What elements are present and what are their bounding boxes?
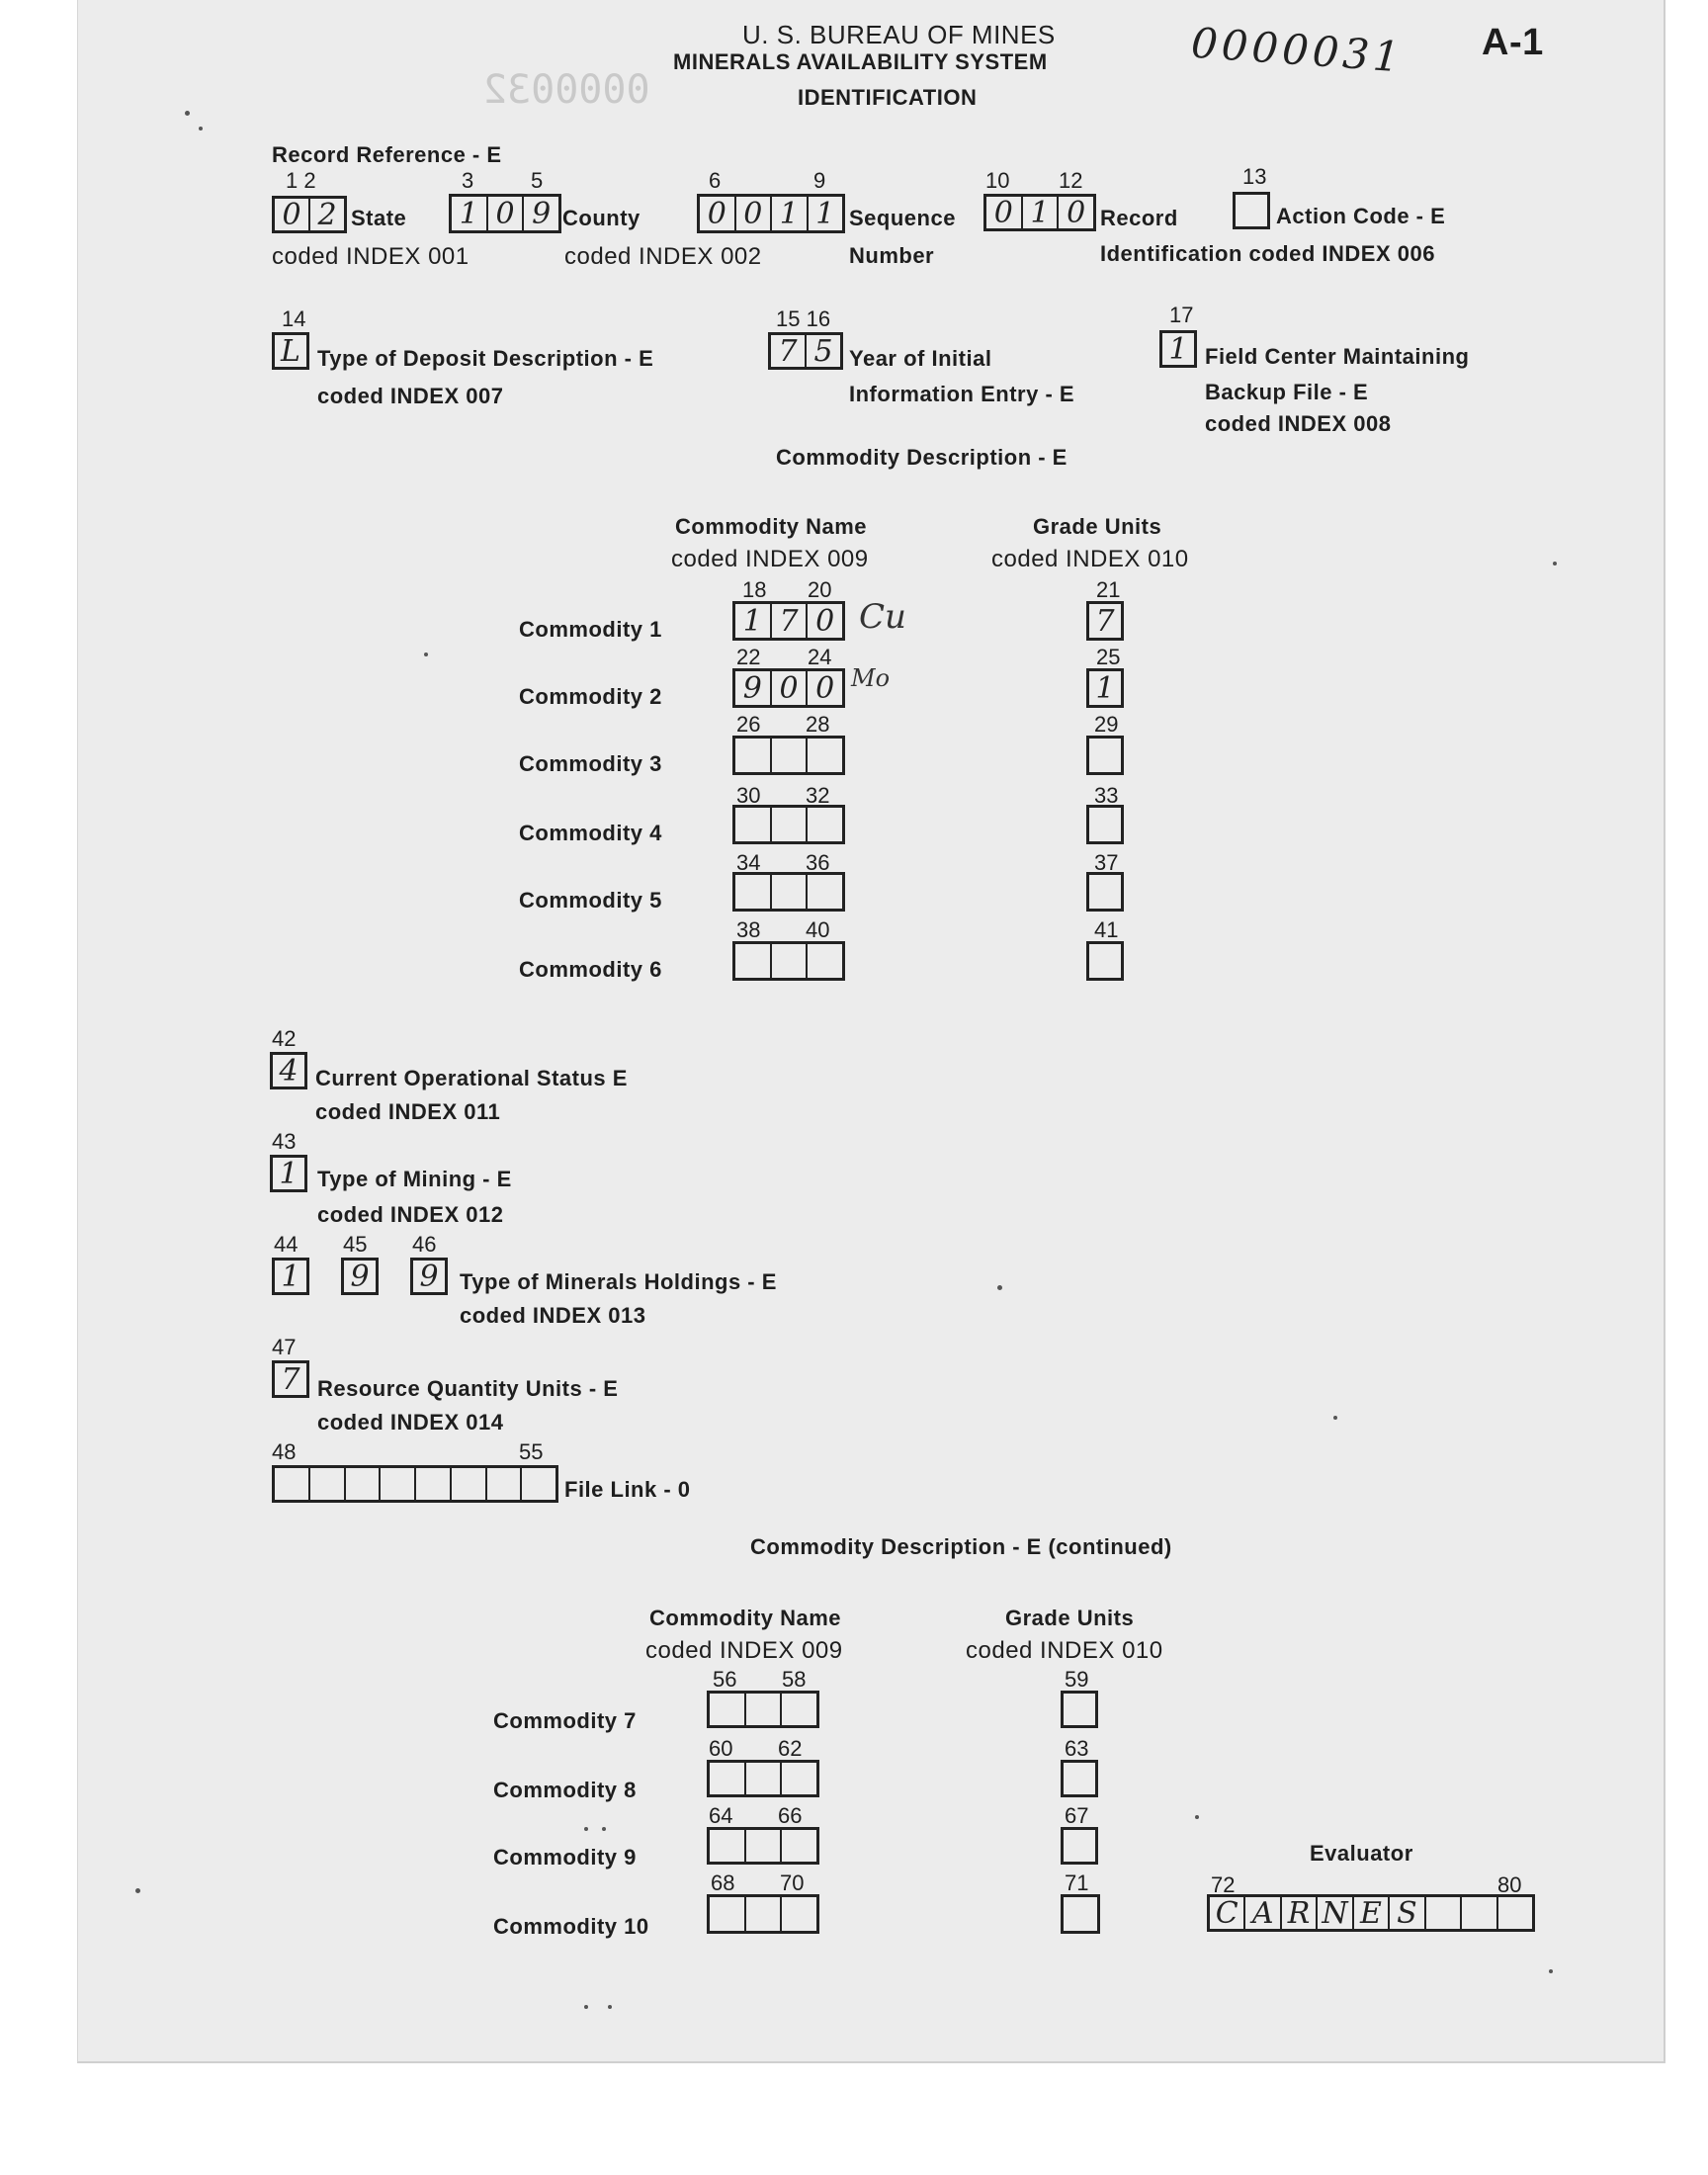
scan-speck <box>1553 562 1557 566</box>
record-reference-title: Record Reference - E <box>272 142 502 167</box>
commodity-8-grade-box[interactable] <box>1061 1760 1098 1797</box>
commodity-2-note: Mo <box>851 664 891 692</box>
field-center-col: 17 <box>1169 303 1194 327</box>
deposit-type-col: 14 <box>282 306 306 331</box>
commodity-3-name-box[interactable] <box>732 736 845 775</box>
commodity-6-col-end: 40 <box>806 917 830 942</box>
county-coded: coded INDEX 002 <box>564 243 762 270</box>
commodity2-name-coded: coded INDEX 009 <box>645 1637 843 1664</box>
state-coded: coded INDEX 001 <box>272 243 470 270</box>
mining-type-label: Type of Mining - E <box>317 1167 512 1191</box>
operational-status-label: Current Operational Status E <box>315 1066 628 1090</box>
commodity-4-grade-col: 33 <box>1094 783 1119 808</box>
holdings-col-45: 45 <box>343 1232 368 1257</box>
commodity-5-col-start: 34 <box>736 850 761 875</box>
county-label: County <box>562 206 640 230</box>
scan-speck <box>185 111 190 116</box>
commodity-8-col-end: 62 <box>778 1736 803 1761</box>
commodity-10-grade-box[interactable] <box>1061 1894 1100 1934</box>
county-box[interactable]: 1 0 9 <box>449 194 561 233</box>
commodity-9-col-end: 66 <box>778 1803 803 1828</box>
state-box[interactable]: 0 2 <box>272 196 347 233</box>
commodity-5-grade-col: 37 <box>1094 850 1119 875</box>
grade-units-coded: coded INDEX 010 <box>991 546 1189 572</box>
year-box[interactable]: 7 5 <box>768 332 843 370</box>
commodity-6-grade-box[interactable] <box>1086 941 1124 981</box>
record-box[interactable]: 0 1 0 <box>983 194 1096 231</box>
commodity-8-col-start: 60 <box>709 1736 733 1761</box>
record-label2: Identification coded INDEX 006 <box>1100 241 1435 266</box>
page-code: A-1 <box>1482 22 1544 63</box>
commodity-9-name-box[interactable] <box>707 1827 819 1865</box>
sequence-box[interactable]: 0 0 1 1 <box>697 194 845 233</box>
commodity-3-col-start: 26 <box>736 712 761 737</box>
operational-status-box[interactable]: 4 <box>270 1052 307 1089</box>
commodity-7-label: Commodity 7 <box>493 1708 637 1733</box>
scan-speck <box>608 2005 612 2009</box>
commodity-10-col-end: 70 <box>780 1870 805 1895</box>
commodity-9-grade-col: 67 <box>1065 1803 1089 1828</box>
resource-units-box[interactable]: 7 <box>272 1360 309 1398</box>
commodity-2-col-start: 22 <box>736 645 761 669</box>
grade2-units-header: Grade Units <box>1005 1606 1135 1630</box>
year-label: Year of Initial <box>849 346 992 371</box>
state-cols: 1 2 <box>286 168 316 193</box>
commodity-1-note: Cu <box>859 597 906 637</box>
commodity-9-col-start: 64 <box>709 1803 733 1828</box>
mining-type-coded: coded INDEX 012 <box>317 1202 504 1227</box>
commodity-7-name-box[interactable] <box>707 1691 819 1728</box>
holdings-coded: coded INDEX 013 <box>460 1303 646 1328</box>
commodity-1-label: Commodity 1 <box>519 617 662 642</box>
document-number: 0000031 <box>1189 18 1406 82</box>
year-col: 15 16 <box>776 306 831 331</box>
action-box[interactable] <box>1233 192 1270 229</box>
operational-status-coded: coded INDEX 011 <box>315 1099 501 1124</box>
evaluator-col-start: 72 <box>1211 1872 1236 1897</box>
resource-units-label: Resource Quantity Units - E <box>317 1376 619 1401</box>
commodity2-name-header: Commodity Name <box>649 1606 842 1630</box>
commodity-4-name-box[interactable] <box>732 805 845 844</box>
commodity-8-name-box[interactable] <box>707 1760 819 1797</box>
commodity-9-label: Commodity 9 <box>493 1845 637 1870</box>
scan-speck <box>135 1888 140 1893</box>
deposit-type-label: Type of Deposit Description - E <box>317 346 654 371</box>
commodity-4-label: Commodity 4 <box>519 821 662 845</box>
commodity-10-name-box[interactable] <box>707 1894 819 1934</box>
field-center-label3: coded INDEX 008 <box>1205 411 1392 436</box>
commodity-1-col-start: 18 <box>742 577 767 602</box>
header-line3: IDENTIFICATION <box>798 85 978 110</box>
commodity-7-grade-box[interactable] <box>1061 1691 1098 1728</box>
holdings-box-45[interactable]: 9 <box>341 1258 379 1295</box>
commodity-6-name-box[interactable] <box>732 941 845 981</box>
holdings-col-44: 44 <box>274 1232 299 1257</box>
field-center-label2: Backup File - E <box>1205 380 1369 404</box>
file-link-box[interactable] <box>272 1465 558 1503</box>
commodity-6-grade-col: 41 <box>1094 917 1119 942</box>
mining-type-col: 43 <box>272 1129 297 1154</box>
scan-speck <box>1549 1969 1553 1973</box>
sequence-col-start: 6 <box>709 168 722 193</box>
commodity-8-grade-col: 63 <box>1065 1736 1089 1761</box>
header-line1: U. S. BUREAU OF MINES <box>742 20 1056 49</box>
file-link-col-start: 48 <box>272 1439 297 1464</box>
commodity-2-name-box[interactable]: 9 0 0 <box>732 668 845 708</box>
county-col-end: 5 <box>531 168 544 193</box>
deposit-type-coded: coded INDEX 007 <box>317 384 504 408</box>
action-col: 13 <box>1242 164 1267 189</box>
scan-speck <box>424 652 428 656</box>
holdings-label: Type of Minerals Holdings - E <box>460 1269 777 1294</box>
commodity-5-name-box[interactable] <box>732 872 845 912</box>
evaluator-label: Evaluator <box>1310 1841 1413 1866</box>
commodity-name-coded: coded INDEX 009 <box>671 546 869 572</box>
file-link-label: File Link - 0 <box>564 1477 691 1502</box>
commodity-7-col-start: 56 <box>713 1667 737 1692</box>
scan-speck <box>1333 1416 1337 1420</box>
holdings-col-46: 46 <box>412 1232 437 1257</box>
grade2-units-coded: coded INDEX 010 <box>966 1637 1163 1664</box>
mining-type-box[interactable]: 1 <box>270 1155 307 1192</box>
commodity-10-col-start: 68 <box>711 1870 735 1895</box>
scan-speck <box>602 1827 606 1831</box>
commodity-2-grade-box[interactable]: 1 <box>1086 668 1124 708</box>
commodity-3-grade-col: 29 <box>1094 712 1119 737</box>
sequence-label: Sequence <box>849 206 956 230</box>
field-center-label: Field Center Maintaining <box>1205 344 1470 369</box>
resource-units-coded: coded INDEX 014 <box>317 1410 504 1435</box>
record-label: Record <box>1100 206 1178 230</box>
commodity-1-name-box[interactable]: 1 7 0 <box>732 601 845 641</box>
commodity-8-label: Commodity 8 <box>493 1778 637 1802</box>
year-label2: Information Entry - E <box>849 382 1075 406</box>
record-col-end: 12 <box>1059 168 1083 193</box>
commodity-9-grade-box[interactable] <box>1061 1827 1098 1865</box>
grade-units-header: Grade Units <box>1033 514 1162 539</box>
scan-speck <box>584 2005 588 2009</box>
sequence-label2: Number <box>849 243 935 268</box>
scan-speck <box>1195 1815 1199 1819</box>
operational-status-col: 42 <box>272 1026 297 1051</box>
commodity-10-grade-col: 71 <box>1065 1870 1089 1895</box>
commodity-2-grade-col: 25 <box>1096 645 1121 669</box>
field-center-box[interactable]: 1 <box>1159 330 1197 368</box>
evaluator-box[interactable]: C A R N E S <box>1207 1894 1535 1932</box>
commodity-4-col-start: 30 <box>736 783 761 808</box>
commodity-1-col-end: 20 <box>808 577 832 602</box>
commodity-5-grade-box[interactable] <box>1086 872 1124 912</box>
commodity-6-label: Commodity 6 <box>519 957 662 982</box>
commodity-section1-title: Commodity Description - E <box>776 445 1068 470</box>
commodity-section2-title: Commodity Description - E (continued) <box>750 1534 1172 1559</box>
commodity-1-grade-box[interactable]: 7 <box>1086 601 1124 641</box>
commodity-7-grade-col: 59 <box>1065 1667 1089 1692</box>
commodity-3-col-end: 28 <box>806 712 830 737</box>
record-col-start: 10 <box>985 168 1010 193</box>
commodity-6-col-start: 38 <box>736 917 761 942</box>
county-col-start: 3 <box>462 168 474 193</box>
commodity-2-col-end: 24 <box>808 645 832 669</box>
commodity-7-col-end: 58 <box>782 1667 807 1692</box>
form-sheet <box>77 0 1665 2063</box>
scan-speck <box>199 127 203 130</box>
holdings-box-44[interactable]: 1 <box>272 1258 309 1295</box>
resource-units-col: 47 <box>272 1335 297 1359</box>
commodity-1-grade-col: 21 <box>1096 577 1121 602</box>
sequence-col-end: 9 <box>813 168 826 193</box>
deposit-type-box[interactable]: L <box>272 332 309 370</box>
commodity-2-label: Commodity 2 <box>519 684 662 709</box>
holdings-box-46[interactable]: 9 <box>410 1258 448 1295</box>
commodity-5-col-end: 36 <box>806 850 830 875</box>
commodity-4-grade-box[interactable] <box>1086 805 1124 844</box>
commodity-10-label: Commodity 10 <box>493 1914 649 1939</box>
action-label: Action Code - E <box>1276 204 1446 228</box>
scan-speck <box>997 1285 1002 1290</box>
commodity-5-label: Commodity 5 <box>519 888 662 913</box>
commodity-3-grade-box[interactable] <box>1086 736 1124 775</box>
state-label: State <box>351 206 407 230</box>
commodity-name-header: Commodity Name <box>675 514 868 539</box>
commodity-3-label: Commodity 3 <box>519 751 662 776</box>
evaluator-col-end: 80 <box>1497 1872 1522 1897</box>
commodity-4-col-end: 32 <box>806 783 830 808</box>
file-link-col-end: 55 <box>519 1439 544 1464</box>
header-line2: MINERALS AVAILABILITY SYSTEM <box>673 49 1048 74</box>
scan-speck <box>584 1827 588 1831</box>
ghost-number: 0000032 <box>483 67 650 113</box>
